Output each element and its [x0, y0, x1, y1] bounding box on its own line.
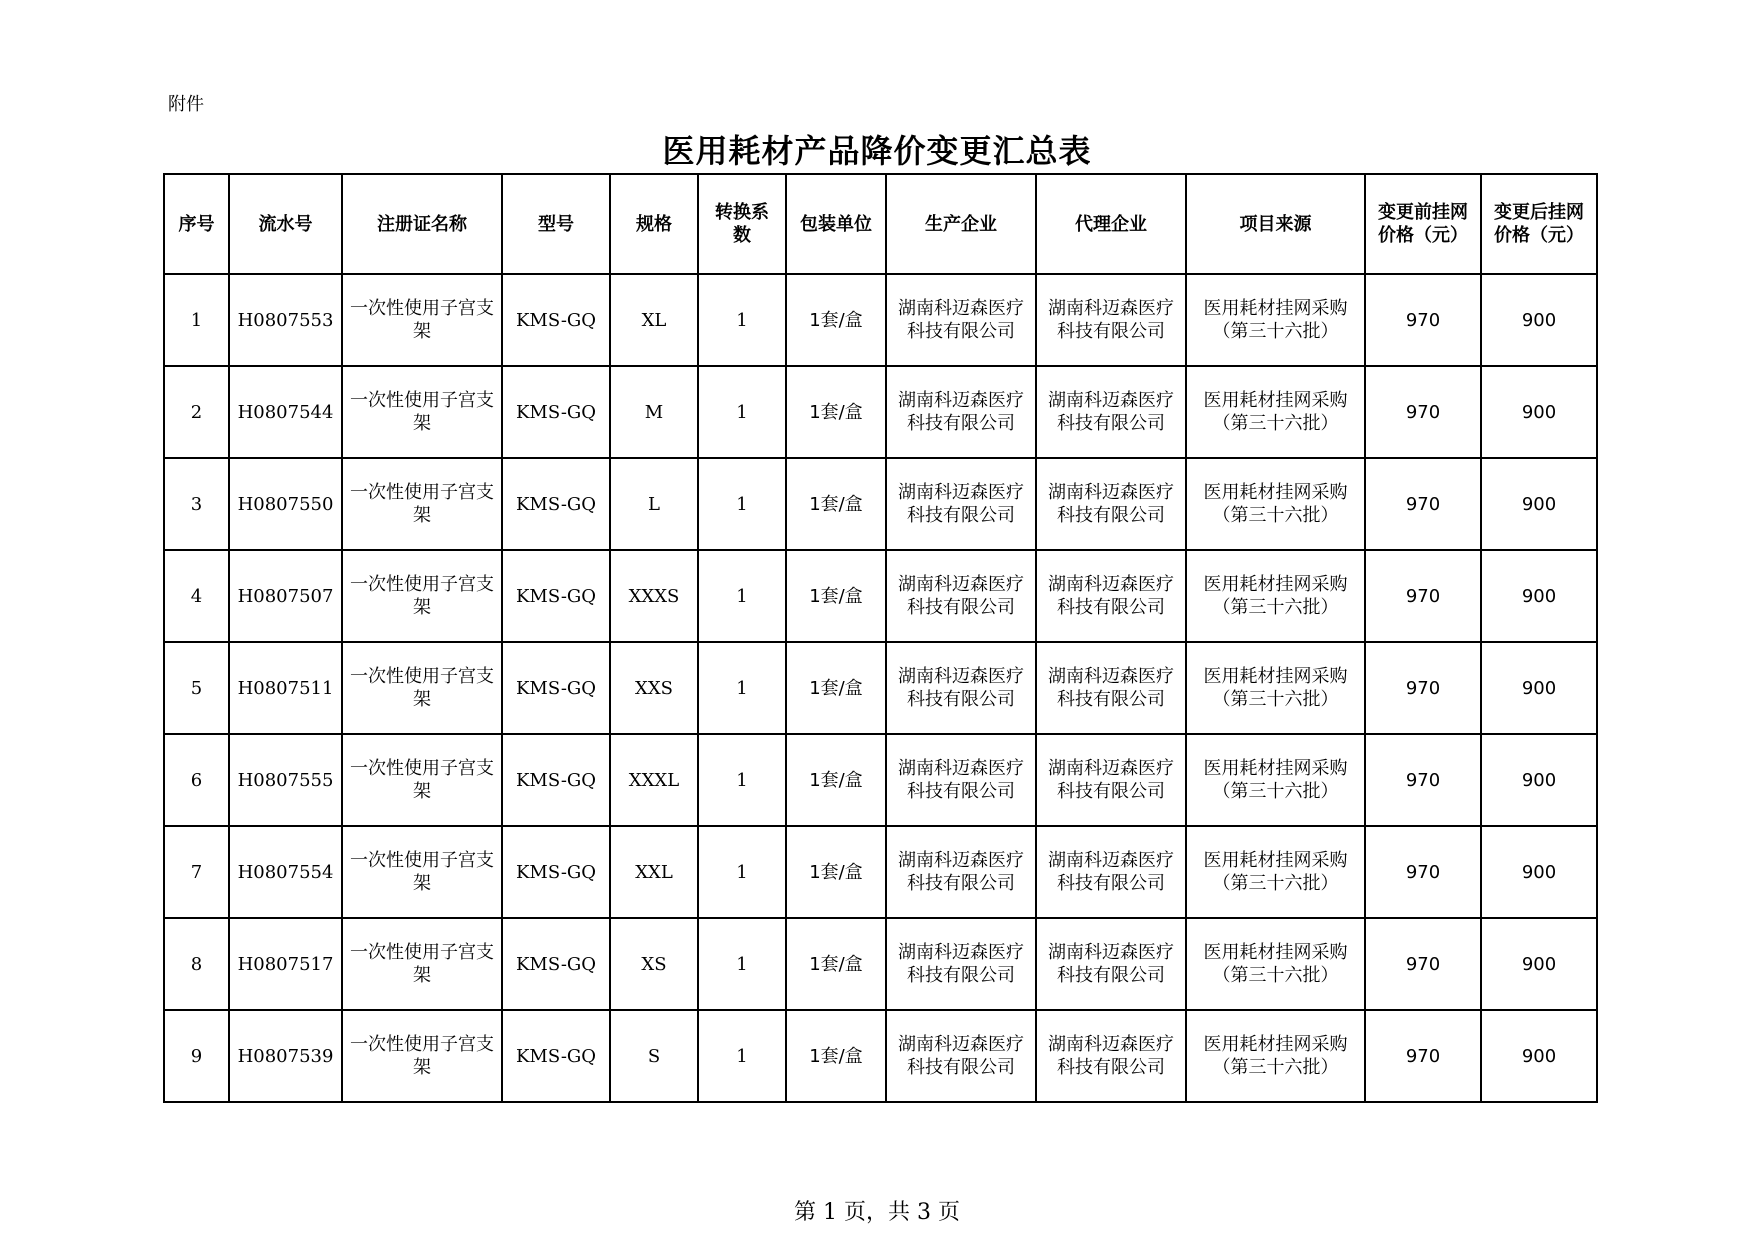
header-project-source: 项目来源: [1186, 174, 1365, 274]
cell-price-before: 970: [1365, 918, 1481, 1010]
table-row: [164, 642, 1597, 734]
cell-price-after: 900: [1481, 642, 1597, 734]
table-row: [164, 458, 1597, 550]
cell-manufacturer: 湖南科迈森医疗科技有限公司: [886, 458, 1036, 550]
cell-seq: 8: [164, 918, 229, 1010]
cell-project-source: 医用耗材挂网采购（第三十六批）: [1186, 366, 1365, 458]
cell-registration-name: 一次性使用子宫支架: [342, 826, 502, 918]
cell-spec: XXXL: [610, 734, 698, 826]
cell-manufacturer: 湖南科迈森医疗科技有限公司: [886, 918, 1036, 1010]
cell-price-before: 970: [1365, 550, 1481, 642]
cell-manufacturer: 湖南科迈森医疗科技有限公司: [886, 274, 1036, 366]
cell-package-unit: 1套/盒: [786, 826, 886, 918]
cell-agent: 湖南科迈森医疗科技有限公司: [1036, 642, 1186, 734]
header-registration-name: 注册证名称: [342, 174, 502, 274]
cell-package-unit: 1套/盒: [786, 642, 886, 734]
table-row: [164, 550, 1597, 642]
cell-manufacturer: 湖南科迈森医疗科技有限公司: [886, 1010, 1036, 1102]
cell-price-after: 900: [1481, 458, 1597, 550]
cell-price-before: 970: [1365, 458, 1481, 550]
cell-model: KMS-GQ: [502, 826, 610, 918]
cell-spec: S: [610, 1010, 698, 1102]
cell-registration-name: 一次性使用子宫支架: [342, 918, 502, 1010]
cell-spec: M: [610, 366, 698, 458]
cell-price-after: 900: [1481, 274, 1597, 366]
header-manufacturer: 生产企业: [886, 174, 1036, 274]
table-row: [164, 274, 1597, 366]
table-header-row: [164, 174, 1597, 274]
cell-seq: 1: [164, 274, 229, 366]
cell-serial: H0807553: [229, 274, 342, 366]
cell-serial: H0807550: [229, 458, 342, 550]
cell-package-unit: 1套/盒: [786, 734, 886, 826]
cell-package-unit: 1套/盒: [786, 1010, 886, 1102]
cell-agent: 湖南科迈森医疗科技有限公司: [1036, 826, 1186, 918]
cell-manufacturer: 湖南科迈森医疗科技有限公司: [886, 734, 1036, 826]
cell-package-unit: 1套/盒: [786, 918, 886, 1010]
cell-agent: 湖南科迈森医疗科技有限公司: [1036, 274, 1186, 366]
cell-seq: 6: [164, 734, 229, 826]
cell-package-unit: 1套/盒: [786, 550, 886, 642]
cell-registration-name: 一次性使用子宫支架: [342, 458, 502, 550]
header-price-before: 变更前挂网价格（元）: [1365, 174, 1481, 274]
cell-registration-name: 一次性使用子宫支架: [342, 1010, 502, 1102]
cell-price-before: 970: [1365, 366, 1481, 458]
cell-package-unit: 1套/盒: [786, 366, 886, 458]
header-spec: 规格: [610, 174, 698, 274]
attachment-label: 附件: [168, 94, 204, 115]
cell-project-source: 医用耗材挂网采购（第三十六批）: [1186, 550, 1365, 642]
cell-conversion-factor: 1: [698, 1010, 786, 1102]
cell-model: KMS-GQ: [502, 642, 610, 734]
header-serial: 流水号: [229, 174, 342, 274]
cell-conversion-factor: 1: [698, 550, 786, 642]
cell-serial: H0807554: [229, 826, 342, 918]
cell-price-before: 970: [1365, 734, 1481, 826]
cell-project-source: 医用耗材挂网采购（第三十六批）: [1186, 1010, 1365, 1102]
table-body: [164, 274, 1597, 1102]
cell-seq: 5: [164, 642, 229, 734]
header-model: 型号: [502, 174, 610, 274]
cell-model: KMS-GQ: [502, 734, 610, 826]
cell-project-source: 医用耗材挂网采购（第三十六批）: [1186, 642, 1365, 734]
cell-serial: H0807517: [229, 918, 342, 1010]
header-conversion-factor: 转换系数: [698, 174, 786, 274]
cell-conversion-factor: 1: [698, 458, 786, 550]
cell-project-source: 医用耗材挂网采购（第三十六批）: [1186, 826, 1365, 918]
cell-project-source: 医用耗材挂网采购（第三十六批）: [1186, 734, 1365, 826]
cell-registration-name: 一次性使用子宫支架: [342, 642, 502, 734]
cell-conversion-factor: 1: [698, 642, 786, 734]
cell-spec: L: [610, 458, 698, 550]
cell-registration-name: 一次性使用子宫支架: [342, 550, 502, 642]
cell-price-after: 900: [1481, 1010, 1597, 1102]
cell-model: KMS-GQ: [502, 458, 610, 550]
header-price-after: 变更后挂网价格（元）: [1481, 174, 1597, 274]
cell-model: KMS-GQ: [502, 918, 610, 1010]
table-row: [164, 826, 1597, 918]
cell-agent: 湖南科迈森医疗科技有限公司: [1036, 734, 1186, 826]
cell-seq: 9: [164, 1010, 229, 1102]
cell-price-before: 970: [1365, 826, 1481, 918]
cell-spec: XXL: [610, 826, 698, 918]
cell-conversion-factor: 1: [698, 734, 786, 826]
cell-package-unit: 1套/盒: [786, 458, 886, 550]
cell-conversion-factor: 1: [698, 274, 786, 366]
table-row: [164, 734, 1597, 826]
cell-agent: 湖南科迈森医疗科技有限公司: [1036, 458, 1186, 550]
cell-model: KMS-GQ: [502, 550, 610, 642]
cell-package-unit: 1套/盒: [786, 274, 886, 366]
cell-model: KMS-GQ: [502, 366, 610, 458]
cell-project-source: 医用耗材挂网采购（第三十六批）: [1186, 918, 1365, 1010]
cell-price-before: 970: [1365, 1010, 1481, 1102]
cell-seq: 2: [164, 366, 229, 458]
cell-price-after: 900: [1481, 918, 1597, 1010]
cell-conversion-factor: 1: [698, 826, 786, 918]
cell-agent: 湖南科迈森医疗科技有限公司: [1036, 366, 1186, 458]
cell-agent: 湖南科迈森医疗科技有限公司: [1036, 918, 1186, 1010]
cell-spec: XL: [610, 274, 698, 366]
cell-spec: XXS: [610, 642, 698, 734]
page-footer: 第 1 页，共 3 页: [794, 1200, 960, 1225]
table-row: [164, 1010, 1597, 1102]
cell-model: KMS-GQ: [502, 274, 610, 366]
table-row: [164, 918, 1597, 1010]
cell-registration-name: 一次性使用子宫支架: [342, 274, 502, 366]
header-package-unit: 包装单位: [786, 174, 886, 274]
cell-seq: 3: [164, 458, 229, 550]
cell-agent: 湖南科迈森医疗科技有限公司: [1036, 1010, 1186, 1102]
cell-seq: 7: [164, 826, 229, 918]
cell-conversion-factor: 1: [698, 366, 786, 458]
cell-serial: H0807507: [229, 550, 342, 642]
table-row: [164, 366, 1597, 458]
cell-price-after: 900: [1481, 826, 1597, 918]
cell-project-source: 医用耗材挂网采购（第三十六批）: [1186, 274, 1365, 366]
cell-price-before: 970: [1365, 642, 1481, 734]
cell-registration-name: 一次性使用子宫支架: [342, 366, 502, 458]
cell-manufacturer: 湖南科迈森医疗科技有限公司: [886, 366, 1036, 458]
cell-price-after: 900: [1481, 366, 1597, 458]
cell-price-after: 900: [1481, 550, 1597, 642]
cell-price-after: 900: [1481, 734, 1597, 826]
price-change-table: [163, 173, 1598, 1103]
document-title: 医用耗材产品降价变更汇总表: [662, 132, 1092, 170]
header-seq: 序号: [164, 174, 229, 274]
cell-manufacturer: 湖南科迈森医疗科技有限公司: [886, 550, 1036, 642]
cell-serial: H0807544: [229, 366, 342, 458]
cell-registration-name: 一次性使用子宫支架: [342, 734, 502, 826]
cell-serial: H0807511: [229, 642, 342, 734]
cell-agent: 湖南科迈森医疗科技有限公司: [1036, 550, 1186, 642]
cell-spec: XS: [610, 918, 698, 1010]
cell-conversion-factor: 1: [698, 918, 786, 1010]
cell-manufacturer: 湖南科迈森医疗科技有限公司: [886, 826, 1036, 918]
cell-price-before: 970: [1365, 274, 1481, 366]
header-agent: 代理企业: [1036, 174, 1186, 274]
cell-manufacturer: 湖南科迈森医疗科技有限公司: [886, 642, 1036, 734]
cell-spec: XXXS: [610, 550, 698, 642]
cell-serial: H0807555: [229, 734, 342, 826]
cell-serial: H0807539: [229, 1010, 342, 1102]
cell-model: KMS-GQ: [502, 1010, 610, 1102]
cell-seq: 4: [164, 550, 229, 642]
cell-project-source: 医用耗材挂网采购（第三十六批）: [1186, 458, 1365, 550]
